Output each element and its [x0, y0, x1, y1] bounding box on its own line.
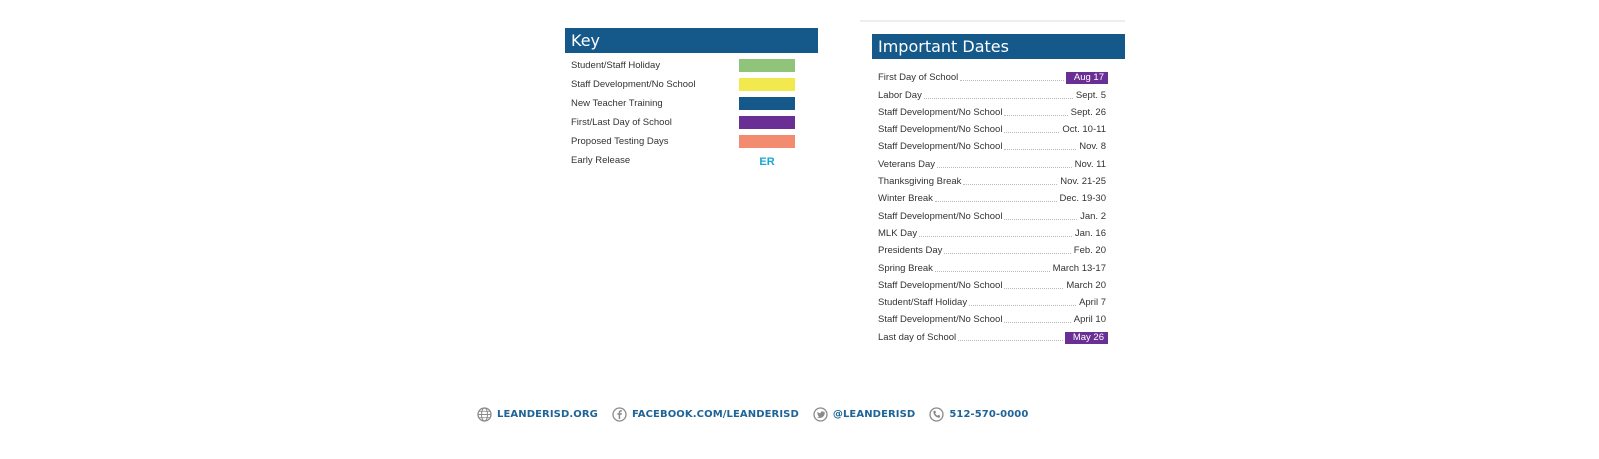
dotted-leader — [935, 271, 1050, 272]
key-item — [565, 132, 818, 151]
event-date: Feb. 20 — [1073, 245, 1106, 257]
dotted-leader — [1004, 219, 1077, 220]
dotted-leader — [969, 305, 1076, 306]
event-date: March 20 — [1066, 279, 1106, 291]
dotted-leader — [960, 80, 1064, 81]
important-date-row — [872, 171, 1108, 188]
dotted-leader — [935, 201, 1057, 202]
dotted-leader — [1004, 132, 1059, 133]
footer-link-text: FACEBOOK.COM/LEANDERISD — [631, 408, 799, 420]
divider — [860, 20, 1125, 22]
event-date: April 7 — [1079, 297, 1106, 309]
key-item — [565, 94, 818, 113]
early-release-marker: ER — [759, 156, 775, 168]
twitter-icon — [813, 407, 828, 422]
highlighted-date: Aug 17 — [1066, 72, 1108, 84]
event-label: Staff Development/No School — [878, 141, 1003, 153]
important-date-row — [872, 292, 1108, 309]
footer-link-text: @LEANDERISD — [832, 408, 916, 420]
key-color-swatch — [739, 59, 795, 72]
key-color-swatch — [739, 116, 795, 129]
important-date-row — [872, 257, 1108, 274]
event-date: March 13-17 — [1052, 262, 1106, 274]
dotted-leader — [963, 184, 1057, 185]
footer-link[interactable] — [477, 407, 598, 422]
important-date-row — [872, 326, 1108, 343]
key-color-swatch — [739, 97, 795, 110]
key-panel — [565, 28, 818, 170]
important-date-row — [872, 136, 1108, 153]
key-item — [565, 75, 818, 94]
key-item-label: Proposed Testing Days — [571, 136, 669, 147]
event-date: Sept. 5 — [1075, 89, 1106, 101]
dotted-leader — [937, 167, 1072, 168]
important-dates-list — [872, 67, 1125, 344]
key-item — [565, 151, 818, 170]
key-color-swatch — [739, 78, 795, 91]
footer-link[interactable] — [813, 407, 915, 422]
dotted-leader — [1004, 288, 1063, 289]
footer-link[interactable] — [612, 407, 799, 422]
event-label: Staff Development/No School — [878, 314, 1003, 326]
footer-link-text: LEANDERISD.ORG — [497, 408, 598, 420]
highlighted-date: May 26 — [1065, 332, 1108, 344]
key-item-label: First/Last Day of School — [571, 117, 672, 128]
dotted-leader — [1004, 149, 1076, 150]
event-date: Jan. 16 — [1074, 227, 1106, 239]
event-label: Student/Staff Holiday — [878, 297, 968, 309]
event-date: Dec. 19-30 — [1059, 193, 1106, 205]
key-header: Key — [565, 28, 818, 53]
important-date-row — [872, 67, 1108, 84]
dotted-leader — [924, 98, 1073, 99]
important-date-row — [872, 119, 1108, 136]
event-label: MLK Day — [878, 227, 918, 239]
event-date: Nov. 8 — [1079, 141, 1106, 153]
key-list — [565, 56, 818, 170]
key-color-swatch — [739, 135, 795, 148]
dotted-leader — [958, 340, 1063, 341]
event-date: Oct. 10-11 — [1062, 124, 1106, 136]
key-item — [565, 56, 818, 75]
dotted-leader — [1004, 322, 1070, 323]
event-date: April 10 — [1073, 314, 1106, 326]
event-label: Winter Break — [878, 193, 933, 205]
event-label: Presidents Day — [878, 245, 943, 257]
footer-link[interactable] — [929, 407, 1028, 422]
key-item — [565, 113, 818, 132]
important-date-row — [872, 84, 1108, 101]
important-date-row — [872, 275, 1108, 292]
key-item-label: Student/Staff Holiday — [571, 60, 661, 71]
event-label: Staff Development/No School — [878, 106, 1003, 118]
event-label: Staff Development/No School — [878, 124, 1003, 136]
event-label: Last day of School — [878, 331, 957, 343]
footer-contact-bar — [477, 405, 1042, 423]
event-date: Jan. 2 — [1080, 210, 1106, 222]
event-label: Staff Development/No School — [878, 210, 1003, 222]
important-dates-header: Important Dates — [872, 34, 1125, 59]
event-label: Labor Day — [878, 89, 922, 101]
key-item-label: New Teacher Training — [571, 98, 663, 109]
important-date-row — [872, 102, 1108, 119]
event-date: Sept. 26 — [1070, 106, 1106, 118]
important-date-row — [872, 188, 1108, 205]
event-label: Staff Development/No School — [878, 279, 1003, 291]
globe-icon — [477, 407, 492, 422]
key-item-label: Early Release — [571, 155, 631, 166]
important-date-row — [872, 240, 1108, 257]
event-label: Veterans Day — [878, 158, 936, 170]
event-date: Nov. 11 — [1074, 158, 1106, 170]
facebook-icon — [612, 407, 627, 422]
important-date-row — [872, 153, 1108, 170]
important-date-row — [872, 223, 1108, 240]
footer-link-text: 512-570-0000 — [949, 408, 1029, 420]
event-label: Thanksgiving Break — [878, 176, 962, 188]
important-date-row — [872, 205, 1108, 222]
dotted-leader — [919, 236, 1072, 237]
event-label: Spring Break — [878, 262, 933, 274]
event-date: Nov. 21-25 — [1060, 176, 1106, 188]
dotted-leader — [1004, 115, 1067, 116]
phone-icon — [929, 407, 944, 422]
dotted-leader — [944, 253, 1070, 254]
important-dates-panel — [872, 34, 1125, 344]
important-date-row — [872, 309, 1108, 326]
event-label: First Day of School — [878, 72, 959, 84]
key-item-label: Staff Development/No School — [571, 79, 696, 90]
